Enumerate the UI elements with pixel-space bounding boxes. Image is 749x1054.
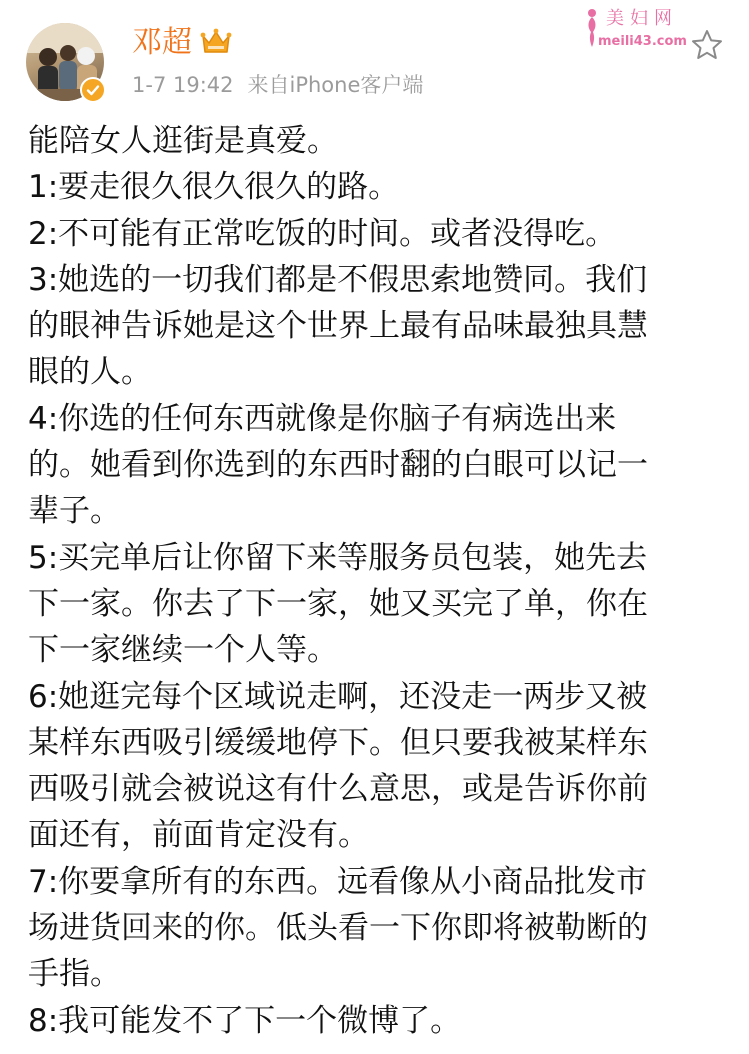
post-text-line: 手指。 <box>28 956 121 993</box>
post-body <box>28 118 728 1044</box>
watermark-title: 美妇网 <box>606 8 678 29</box>
post-text-line: 7:你要拿所有的东西。远看像从小商品批发市 <box>28 863 648 900</box>
post-text-line: 能陪女人逛街是真爱。 <box>28 123 338 159</box>
post-time: 1-7 19:42 <box>132 73 234 97</box>
crown-icon <box>200 28 232 56</box>
post-text-line: 眼的人。 <box>28 354 152 391</box>
star-outline-icon[interactable] <box>690 28 724 62</box>
post-meta <box>132 72 423 98</box>
post-text-line: 的眼神告诉她是这个世界上最有品味最独具慧 <box>28 308 648 345</box>
post-text-line: 5:买完单后让你留下来等服务员包装，她先去 <box>28 539 648 576</box>
author-name[interactable]: 邓超 <box>132 25 192 60</box>
post-text-line: 辈子。 <box>28 493 121 530</box>
post-text-line: 8:我可能发不了下一个微博了。 <box>28 1002 462 1039</box>
post-header <box>0 0 749 110</box>
post-text-line: 西吸引就会被说这有什么意思，或是告诉你前 <box>28 771 648 808</box>
site-watermark <box>584 6 696 54</box>
post-text-line: 3:她选的一切我们都是不假思索地赞同。我们 <box>28 261 648 298</box>
post-text-line: 2:不可能有正常吃饭的时间。或者没得吃。 <box>28 215 617 252</box>
post-text-line: 4:你选的任何东西就像是你脑子有病选出来 <box>28 400 617 437</box>
post-text-line: 下一家继续一个人等。 <box>28 632 338 669</box>
post-text-line: 的。她看到你选到的东西时翻的白眼可以记一 <box>28 447 648 484</box>
post-text-line: 场进货回来的你。低头看一下你即将被勒断的 <box>28 910 648 947</box>
watermark-url: meili43.com <box>598 34 687 49</box>
author-avatar[interactable] <box>26 23 104 101</box>
post-source[interactable]: 来自iPhone客户端 <box>247 73 424 97</box>
post-text-line: 某样东西吸引缓缓地停下。但只要我被某样东 <box>28 724 648 761</box>
post-text-line: 6:她逛完每个区域说走啊，还没走一两步又被 <box>28 678 648 715</box>
post-text-line: 面还有，前面肯定没有。 <box>28 817 369 854</box>
verified-badge-icon <box>80 77 106 103</box>
post-text-line: 下一家。你去了下一家，她又买完了单，你在 <box>28 585 648 622</box>
post-text-line: 1:要走很久很久很久的路。 <box>28 169 400 206</box>
